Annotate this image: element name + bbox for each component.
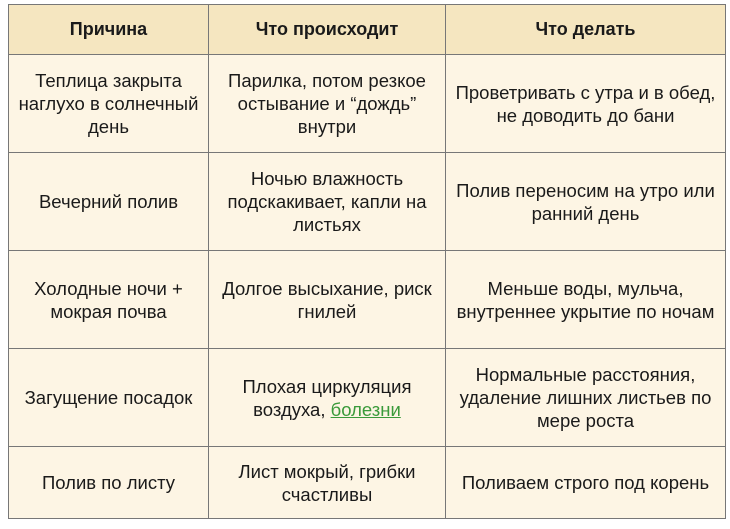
cell-effect xyxy=(209,349,446,447)
cell-action: Проветривать с утра и в обед, не доводить до бани xyxy=(446,55,726,153)
cell-cause: Вечерний полив xyxy=(9,153,209,251)
cell-cause: Теплица закрыта наглухо в солнечный день xyxy=(9,55,209,153)
cell-cause: Полив по листу xyxy=(9,447,209,519)
cell-effect: Лист мокрый, грибки счастливы xyxy=(209,447,446,519)
header-action: Что делать xyxy=(446,5,726,55)
table-row xyxy=(9,349,726,447)
cell-cause: Холодные ночи + мокрая почва xyxy=(9,251,209,349)
header-cause: Причина xyxy=(9,5,209,55)
cell-cause: Загущение посадок xyxy=(9,349,209,447)
cell-action: Полив переносим на утро или ранний день xyxy=(446,153,726,251)
cell-effect: Ночью влажность подскакивает, капли на листьях xyxy=(209,153,446,251)
cell-effect: Парилка, потом резкое остывание и “дождь” внутри xyxy=(209,55,446,153)
header-effect: Что происходит xyxy=(209,5,446,55)
table-header-row xyxy=(9,5,726,55)
cell-action: Нормальные расстояния, удаление лишних листьев по мере роста xyxy=(446,349,726,447)
effect-text: Плохая циркуляция воздуха, xyxy=(242,375,412,420)
table-row xyxy=(9,153,726,251)
table-row xyxy=(9,251,726,349)
diseases-link[interactable]: болезни xyxy=(330,398,401,420)
cell-action: Поливаем строго под корень xyxy=(446,447,726,519)
table-row xyxy=(9,55,726,153)
cell-effect: Долгое высыхание, риск гнилей xyxy=(209,251,446,349)
causes-table xyxy=(8,4,726,519)
cell-action: Меньше воды, мульча, внутреннее укрытие по ночам xyxy=(446,251,726,349)
table-row xyxy=(9,447,726,519)
